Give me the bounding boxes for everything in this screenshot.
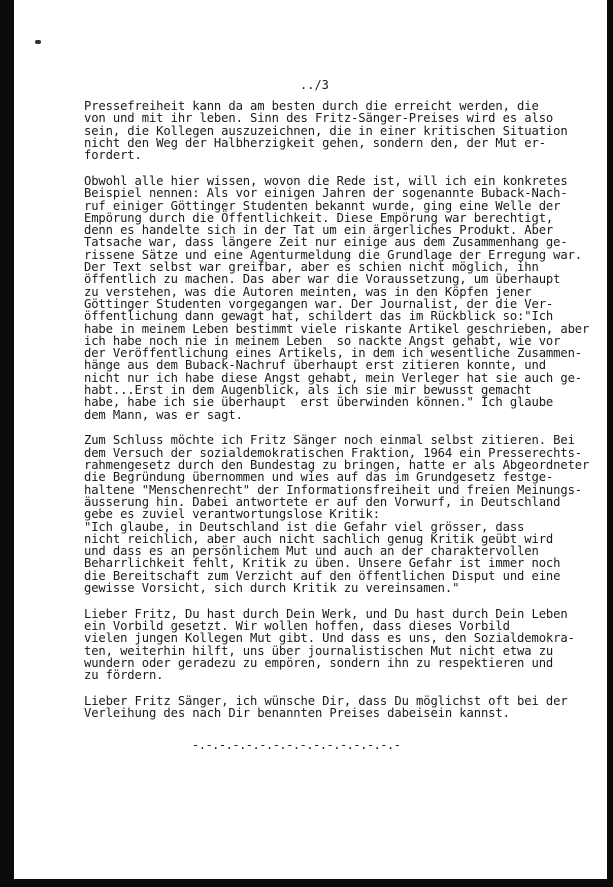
paragraph <box>84 433 590 595</box>
text-line: gebe es zuviel verantwortungslose Kritik: <box>84 507 380 522</box>
text-line: öffentlich zu machen. Das aber war die Voraussetzung, um überhaupt <box>84 272 561 287</box>
scan-border-right <box>607 0 613 887</box>
text-line: zu fördern. <box>84 668 164 683</box>
text-line: dem Mann, was er sagt. <box>84 407 243 422</box>
text-line: Pressefreiheit kann da am besten durch die erreicht werden, die <box>84 99 539 113</box>
paragraph <box>84 608 584 682</box>
text-line: Tatsache war, dass längere Zeit nur einige aus dem Zusammenhang ge- <box>84 235 568 250</box>
paragraph <box>84 100 584 161</box>
quote-line: Beharrlichkeit fehlt, Kritik zu üben. Unsere Gefahr ist immer noch <box>84 556 561 571</box>
text-line: Beispiel nennen: Als vor einigen Jahren der sogenannte Buback-Nach- <box>84 186 568 201</box>
text-line: habe in meinem Leben bestimmt viele riskante Artikel geschrieben, aber <box>84 321 590 336</box>
quote-line: gewisse Vorsicht, sich durch Kritik zu vereinsamen." <box>84 580 460 595</box>
text-line: Der Text selbst war greifbar, aber es schien nicht möglich, ihn <box>84 260 539 275</box>
text-line: nicht den Weg der Halbherzigkeit gehen, sondern den, der Mut er- <box>84 135 546 150</box>
text-line: ten, weiterhin hilft, uns über journalistischen Mut nicht etwa zu <box>84 643 554 658</box>
page-number: ../3 <box>300 78 329 92</box>
text-line: Göttinger Studenten vorgegangen war. Der Journalist, der die Ver- <box>84 296 554 311</box>
paragraph <box>84 173 590 422</box>
scan-speck <box>35 40 41 44</box>
scan-border-left <box>0 0 14 887</box>
text-line: ein Vorbild gesetzt. Wir wollen hoffen, dass dieses Vorbild <box>84 619 510 634</box>
text-line: sein, die Kollegen auszuzeichnen, die in einer kritischen Situation <box>84 123 568 138</box>
quote-line: und dass es an persönlichem Mut und auch an der charaktervollen <box>84 544 539 559</box>
text-line: Obwohl alle hier wissen, wovon die Rede ist, will ich ein konkretes <box>84 173 568 188</box>
text-line: öffentlichung dann gewagt hat, schildert das im Rückblick so:"Ich <box>84 309 554 324</box>
document-body <box>84 99 590 733</box>
quote-line: die Bereitschaft zum Verzicht auf den öffentlichen Disput und eine <box>84 568 561 583</box>
text-line: rahmengesetz durch den Bundestag zu bringen, hatte er als Abgeordneter <box>84 458 590 473</box>
text-line: haltene "Menschenrecht" der Informationsfreiheit und freien Meinungs- <box>84 482 583 497</box>
text-line: rissene Sätze und eine Agenturmeldung die Grundlage der Erregung war. <box>84 247 583 262</box>
text-line: denn es handelte sich in der Tat um ein ärgerliches Produkt. Aber <box>84 223 554 238</box>
text-line: ich habe noch nie in meinem Leben so nackte Angst gehabt, wie vor <box>84 333 561 348</box>
text-line: habe, habe ich sie überhaupt erst überwinden können." Ich glaube <box>84 395 554 410</box>
text-line: fordert. <box>84 148 142 163</box>
text-line: hänge aus dem Buback-Nachruf überhaupt erst zitieren konnte, und <box>84 358 546 373</box>
text-line: habt...Erst in dem Augenblick, als ich sie mir bewusst gemacht <box>84 383 532 398</box>
text-line: äusserung hin. Dabei antwortete er auf den Vorwurf, in Deutschland <box>84 494 561 509</box>
text-line: ruf einiger Göttinger Studenten bekannt wurde, ging eine Welle der <box>84 198 561 213</box>
text-line: der Veröffentlichung eines Artikels, in dem ich wesentliche Zusammen- <box>84 346 583 361</box>
paragraph <box>84 695 584 720</box>
text-line: Lieber Fritz, Du hast durch Dein Werk, und Du hast durch Dein Leben <box>84 606 568 621</box>
text-line: vielen jungen Kollegen Mut gibt. Und dass es uns, den Sozialdemokra- <box>84 631 575 646</box>
text-line: von und mit ihr leben. Sinn des Fritz-Sänger-Preises wird es also <box>84 111 554 126</box>
scan-border-bottom <box>0 879 613 887</box>
text-line: Empörung durch die Öffentlichkeit. Diese Empörung war berechtigt, <box>84 210 554 225</box>
text-line: Verleihung des nach Dir benannten Preises dabeisein kannst. <box>84 706 510 721</box>
quote-line: nicht reichlich, aber auch nicht sachlich genug Kritik geübt wird <box>84 531 554 546</box>
text-line: Lieber Fritz Sänger, ich wünsche Dir, dass Du möglichst oft bei der <box>84 694 568 709</box>
closing-separator: -.-.-.-.-.-.-.-.-.-.-.-.-.-.-.- <box>192 738 401 752</box>
text-line: zu verstehen, was die Autoren meinten, was in den Köpfen jener <box>84 284 532 299</box>
text-line: wundern oder geradezu zu empören, sondern ihn zu respektieren und <box>84 655 554 670</box>
quote-line: "Ich glaube, in Deutschland ist die Gefahr viel grösser, dass <box>84 519 525 534</box>
text-line: nicht nur ich habe diese Angst gehabt, mein Verleger hat sie auch ge- <box>84 370 583 385</box>
text-line: Zum Schluss möchte ich Fritz Sänger noch einmal selbst zitieren. Bei <box>84 433 575 448</box>
text-line: dem Versuch der sozialdemokratischen Fraktion, 1964 ein Presserechts- <box>84 445 583 460</box>
text-line: die Begründung übernommen und wies auf das im Grundgesetz festge- <box>84 470 554 485</box>
